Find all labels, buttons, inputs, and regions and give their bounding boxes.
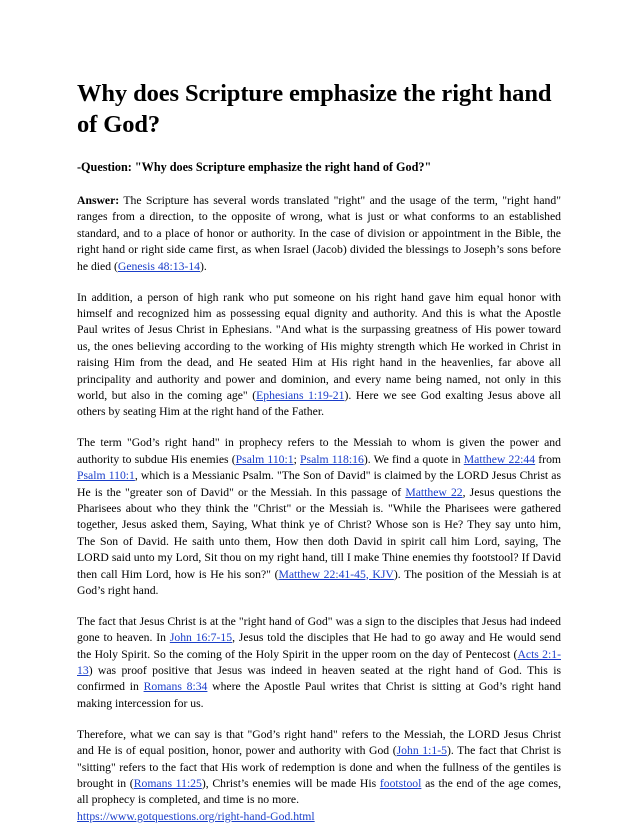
- answer-text-2: ).: [200, 259, 207, 273]
- paragraph-text: The fact that Jesus Christ is at the "right hand of God" was a sign to the disciples that Jesus had indeed gone to heaven. In: [77, 614, 561, 645]
- link-ephesians-1-19-21[interactable]: Ephesians 1:19-21: [256, 388, 345, 402]
- link-john-16-7-15[interactable]: John 16:7-15: [169, 631, 233, 645]
- paragraph-text: The term "God’s right hand" in prophecy refers to the Messiah to whom is given the power and authority to subdue His enemies (: [77, 436, 561, 466]
- paragraph-text: , Jesus questions the Pharisees about who they think the "Christ" or the Messiah is. "While the Pharisees were gathered together, Jesus asked them, Saying, What think ye of Christ? Whose son is He? They say unto him, The Son of David. He saith unto them, How then doth David in spirit call him Lord, saying, The LORD said unto my Lord, Sit thou on my right hand, till I make Thine enemies thy footstool? If David then call Him Lord, how is He his son?" (: [77, 485, 562, 581]
- link-romans-11-25[interactable]: Romans 11:25: [133, 777, 202, 790]
- paragraph-text: , which is a Messianic Psalm. "The Son of David" is claimed by the LORD Jesus Christ as He is the "greater son of David" or the Messiah. In this passage of: [77, 469, 562, 499]
- paragraph-text: In addition, a person of high rank who put someone on his right hand gave him equal honor with himself and recognized him as possessing equal dignity and authority. And this is what the Apostle Paul writes of Jesus Christ in Ephesians. "And what is the surpassing greatness of His power toward us, the ones believing according to the working of His mighty strength which He worked in Christ in raising Him from the dead, and He seated Him at His right hand in the heavenlies, far above all principality and authority and power and dominion, and every name being named, not only in this world, but also in the coming age" (: [77, 290, 561, 402]
- document-page: [77, 78, 561, 825]
- link-matthew-22-41-45-kjv[interactable]: Matthew 22:41-45, KJV: [278, 567, 394, 581]
- answer-text-1: The Scripture has several words translated "right" and the usage of the term, "right hand" ranges from a direction, to the opposite of wrong, what is just or what conforms to an established standard, and to a place of honor or authority. In the case of division or appointment in the Bible, the right hand or right side came first, as when Israel (Jacob) divided the blessings to Joseph’s sons before he died (: [77, 194, 561, 273]
- paragraph-text: ), Christ’s enemies will be made His: [201, 777, 380, 790]
- link-matthew-22[interactable]: Matthew 22: [405, 485, 463, 499]
- link-footstool[interactable]: footstool: [379, 777, 422, 790]
- answer-paragraph: [77, 193, 561, 275]
- paragraph-ephesians: [77, 290, 561, 421]
- link-genesis-48-13-14[interactable]: Genesis 48:13-14: [117, 259, 201, 273]
- paragraph-heaven: [77, 614, 561, 712]
- paragraph-prophecy: [77, 435, 561, 599]
- paragraph-text: where the Apostle Paul writes that Christ is sitting at God’s right hand making intercession for us.: [77, 680, 562, 710]
- paragraph-text: Therefore, what we can say is that "God’s right hand" refers to the Messiah, the LORD Jesus Christ and He is of equal position, honor, power and authority with God (: [77, 727, 561, 758]
- page-title: Why does Scripture emphasize the right hand of God?: [77, 80, 552, 138]
- paragraph-text: as the end of the age comes, all prophecy is completed, and time is no more.: [77, 777, 562, 807]
- link-acts-2-1-13[interactable]: Acts 2:1-13: [77, 647, 561, 678]
- paragraph-conclusion: [77, 727, 561, 825]
- link-matthew-22-44[interactable]: Matthew 22:44: [463, 452, 536, 466]
- link-romans-8-34[interactable]: Romans 8:34: [143, 680, 208, 694]
- paragraph-text: ). The fact that Christ is "sitting" refers to the fact that His work of redemption is done and when the fullness of the gentiles is brought in (: [77, 744, 562, 790]
- paragraph-text: ). Here we see God exalting Jesus above all others by seating Him at the right hand of the Father.: [77, 388, 561, 419]
- paragraph-text: ) was proof positive that Jesus was indeed in heaven seated at the right hand of God. This is confirmed in: [77, 664, 561, 694]
- paragraph-text: , Jesus told the disciples that He had to go away and He would send the Holy Spirit. So the coming of the Holy Spirit in the upper room on the day of Pentecost (: [77, 631, 561, 661]
- question-line: -Question: "Why does Scripture emphasize the right hand of God?": [77, 160, 432, 174]
- paragraph-text: ). The position of the Messiah is at God’s right hand.: [77, 567, 561, 597]
- paragraph-text: ). We find a quote in: [363, 452, 464, 466]
- link-psalm-118-16[interactable]: Psalm 118:16: [300, 452, 364, 466]
- paragraph-text: ;: [293, 452, 301, 466]
- link-john-1-1-5[interactable]: John 1:1-5: [396, 744, 447, 758]
- source-url-link[interactable]: https://www.gotquestions.org/right-hand-God.html: [77, 809, 315, 823]
- answer-label: Answer:: [77, 194, 120, 207]
- paragraph-text: from: [535, 452, 562, 466]
- link-psalm-110-1-second[interactable]: Psalm 110:1: [77, 469, 135, 483]
- link-psalm-110-1[interactable]: Psalm 110:1: [235, 452, 294, 466]
